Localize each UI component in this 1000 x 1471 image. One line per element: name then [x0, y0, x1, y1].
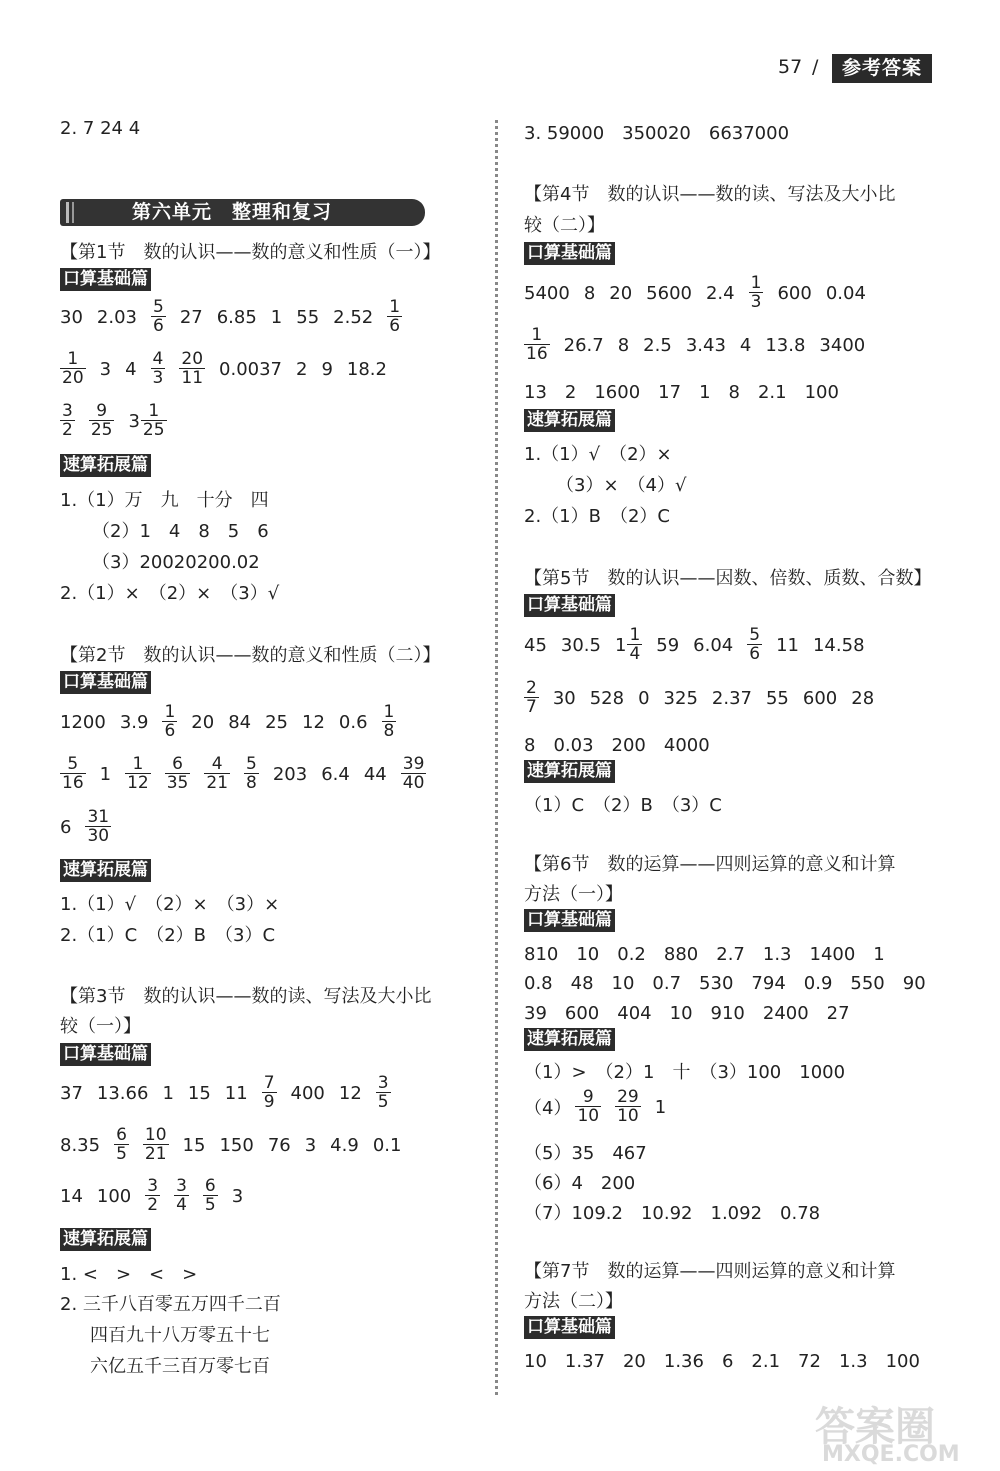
answer-key-badge: 参考答案	[832, 54, 932, 83]
s2-answer-row-3: 6 31 30	[60, 807, 110, 846]
section-6-title-2: 方法（一）】	[524, 884, 623, 905]
speed-extend-tag: 速算拓展篇	[60, 859, 151, 882]
watermark-logo: 答案圈	[815, 1403, 935, 1450]
speed-extend-tag: 速算拓展篇	[60, 1228, 151, 1251]
section-7-title-1: 【第7节 数的运算——四则运算的意义和计算	[524, 1261, 896, 1282]
section-5-title: 【第5节 数的认识——因数、倍数、质数、合数】	[524, 568, 932, 589]
s6-ext-1: （1）> （2）1 十 （3）100 1000	[524, 1062, 846, 1083]
s5-answer-row-2: 2 7 30 528 0 325 2.37 55 600 28	[526, 678, 875, 717]
unit-title: 第六单元 整理和复习	[132, 201, 333, 223]
page-number: 57	[778, 56, 803, 78]
s6-ext-2: （4） 9 10 29 10 1	[524, 1087, 667, 1126]
s3-ext-3: 四百九十八万零五十七	[90, 1325, 270, 1346]
s1-ext-3: （3）20020200.02	[92, 552, 260, 573]
section-3-title-1: 【第3节 数的认识——数的读、写法及大小比	[60, 986, 432, 1007]
s3-answer-row-1: 37 13.66 1 15 11 7 9 400 12 3 5	[60, 1073, 389, 1112]
oral-basic-tag: 口算基础篇	[524, 909, 615, 932]
s6-answer-row-2: 0.8 48 10 0.7 530 794 0.9 550 90	[524, 973, 926, 994]
s2-ext-1: 1.（1）√ （2）× （3）×	[60, 894, 280, 915]
section-3-title-2: 较（一）】	[60, 1016, 141, 1037]
speed-extend-tag: 速算拓展篇	[60, 454, 151, 477]
s4-answer-row-3: 13 2 1600 17 1 8 2.1 100	[524, 382, 839, 403]
s2-ext-2: 2.（1）C （2）B （3）C	[60, 925, 276, 946]
oral-basic-tag: 口算基础篇	[60, 1043, 151, 1066]
oral-basic-tag: 口算基础篇	[60, 671, 151, 694]
s4-ext-3: 2.（1）B （2）C	[524, 506, 670, 527]
s3-ext-4: 六亿五千三百万零七百	[90, 1356, 270, 1377]
s6-answer-row-3: 39 600 404 10 910 2400 27	[524, 1003, 850, 1024]
s6-ext-4: （6）4 200	[524, 1173, 636, 1194]
s6-answer-row-1: 810 10 0.2 880 2.7 1.3 1400 1	[524, 944, 885, 965]
watermark-url: MXQE.COM	[822, 1442, 960, 1467]
prev-answer-line-right: 3. 59000 350020 6637000	[524, 123, 790, 144]
section-4-title-2: 较（二）】	[524, 215, 605, 236]
prev-answer-line: 2. 7 24 4	[60, 118, 141, 139]
s2-answer-row-2: 5 16 1 1 12 6 35 4 21 5 8 203 6.4 44 39 40	[62, 754, 425, 793]
s5-ext-1: （1）C （2）B （3）C	[524, 795, 722, 816]
oral-basic-tag: 口算基础篇	[524, 242, 615, 265]
s2-answer-row-1: 1200 3.9 1 6 20 84 25 12 0.6 1 8	[60, 702, 395, 741]
oral-basic-tag: 口算基础篇	[60, 268, 151, 291]
s3-answer-row-3: 14 100 3 2 3 4 6 5 3	[60, 1176, 244, 1215]
section-6-title-1: 【第6节 数的运算——四则运算的意义和计算	[524, 854, 896, 875]
unit-title-bar	[60, 199, 425, 226]
header-slash: /	[812, 56, 819, 78]
oral-basic-tag: 口算基础篇	[524, 1316, 615, 1339]
s4-ext-2: （3）× （4）√	[556, 475, 687, 496]
speed-extend-tag: 速算拓展篇	[524, 760, 615, 783]
s4-ext-1: 1.（1）√ （2）×	[524, 444, 672, 465]
s3-answer-row-2: 8.35 6 5 10 21 15 150 76 3 4.9 0.1	[60, 1125, 402, 1164]
s4-answer-row-2: 1 16 26.7 8 2.5 3.43 4 13.8 3400	[526, 325, 866, 364]
s3-ext-1: 1. < > < >	[60, 1264, 198, 1285]
speed-extend-tag: 速算拓展篇	[524, 1028, 615, 1051]
section-4-title-1: 【第4节 数的认识——数的读、写法及大小比	[524, 184, 896, 205]
s3-ext-2: 2. 三千八百零五万四千二百	[60, 1294, 281, 1315]
s1-answer-row-1: 30 2.03 5 6 27 6.85 1 55 2.52 1 6	[60, 297, 401, 336]
s5-answer-row-3: 8 0.03 200 4000	[524, 735, 710, 756]
s7-answer-row-1: 10 1.37 20 1.36 6 2.1 72 1.3 100	[524, 1351, 920, 1372]
s1-ext-4: 2.（1）× （2）× （3）√	[60, 583, 280, 604]
s4-answer-row-1: 5400 8 20 5600 2.4 1 3 600 0.04	[524, 273, 866, 312]
s6-ext-3: （5）35 467	[524, 1143, 647, 1164]
s1-ext-1: 1.（1）万 九 十分 四	[60, 490, 269, 511]
column-divider	[495, 120, 498, 1395]
s1-ext-2: （2）1 4 8 5 6	[92, 521, 269, 542]
speed-extend-tag: 速算拓展篇	[524, 409, 615, 432]
s1-answer-row-3: 3 2 9 25 3 1 25	[62, 401, 165, 440]
s6-ext-5: （7）109.2 10.92 1.092 0.78	[524, 1203, 821, 1224]
section-7-title-2: 方法（二）】	[524, 1291, 623, 1312]
section-1-title: 【第1节 数的认识——数的意义和性质（一）】	[60, 242, 441, 263]
s5-answer-row-1: 45 30.5 1 1 4 59 6.04 5 6 11 14.58	[524, 625, 865, 664]
s1-answer-row-2: 1 20 3 4 4 3 20 11 0.0037 2 9 18.2	[62, 349, 387, 388]
section-2-title: 【第2节 数的认识——数的意义和性质（二）】	[60, 645, 441, 666]
oral-basic-tag: 口算基础篇	[524, 594, 615, 617]
